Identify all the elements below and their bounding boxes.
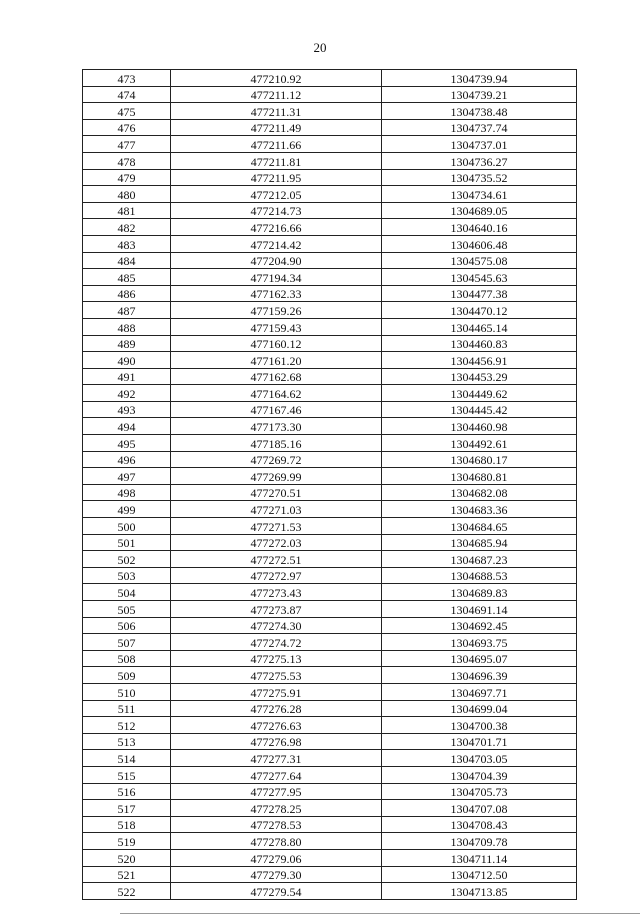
- x-coordinate-cell: 477276.63: [171, 717, 382, 734]
- y-coordinate-cell: 1304734.61: [382, 186, 577, 203]
- point-number-cell: 507: [83, 634, 171, 651]
- table-row: [83, 584, 577, 601]
- table-row: [83, 103, 577, 120]
- y-coordinate-cell: 1304697.71: [382, 683, 577, 700]
- y-coordinate-cell: 1304682.08: [382, 484, 577, 501]
- x-coordinate-cell: 477275.91: [171, 683, 382, 700]
- table-row: [83, 202, 577, 219]
- y-coordinate-cell: 1304695.07: [382, 650, 577, 667]
- point-number-cell: 475: [83, 103, 171, 120]
- table-row: [83, 119, 577, 136]
- y-coordinate-cell: 1304640.16: [382, 219, 577, 236]
- y-coordinate-cell: 1304705.73: [382, 783, 577, 800]
- point-number-cell: 503: [83, 567, 171, 584]
- table-row: [83, 551, 577, 568]
- table-row: [83, 518, 577, 535]
- y-coordinate-cell: 1304688.53: [382, 567, 577, 584]
- table-row: [83, 501, 577, 518]
- point-number-cell: 500: [83, 518, 171, 535]
- x-coordinate-cell: 477164.62: [171, 385, 382, 402]
- point-number-cell: 502: [83, 551, 171, 568]
- table-row: [83, 650, 577, 667]
- y-coordinate-cell: 1304606.48: [382, 235, 577, 252]
- x-coordinate-cell: 477211.12: [171, 86, 382, 103]
- y-coordinate-cell: 1304445.42: [382, 401, 577, 418]
- table-row: [83, 816, 577, 833]
- x-coordinate-cell: 477278.25: [171, 800, 382, 817]
- x-coordinate-cell: 477273.43: [171, 584, 382, 601]
- table-row: [83, 849, 577, 866]
- point-number-cell: 512: [83, 717, 171, 734]
- x-coordinate-cell: 477211.95: [171, 169, 382, 186]
- x-coordinate-cell: 477272.51: [171, 551, 382, 568]
- point-number-cell: 522: [83, 883, 171, 900]
- y-coordinate-cell: 1304689.83: [382, 584, 577, 601]
- y-coordinate-cell: 1304684.65: [382, 518, 577, 535]
- point-number-cell: 489: [83, 335, 171, 352]
- table-row: [83, 252, 577, 269]
- x-coordinate-cell: 477275.13: [171, 650, 382, 667]
- y-coordinate-cell: 1304545.63: [382, 269, 577, 286]
- table-row: [83, 717, 577, 734]
- point-number-cell: 504: [83, 584, 171, 601]
- point-number-cell: 474: [83, 86, 171, 103]
- y-coordinate-cell: 1304737.01: [382, 136, 577, 153]
- table-row: [83, 302, 577, 319]
- x-coordinate-cell: 477211.81: [171, 152, 382, 169]
- point-number-cell: 518: [83, 816, 171, 833]
- point-number-cell: 511: [83, 700, 171, 717]
- x-coordinate-cell: 477162.33: [171, 285, 382, 302]
- x-coordinate-cell: 477271.53: [171, 518, 382, 535]
- table-row: [83, 484, 577, 501]
- point-number-cell: 490: [83, 352, 171, 369]
- table-row: [83, 352, 577, 369]
- table-row: [83, 235, 577, 252]
- y-coordinate-cell: 1304465.14: [382, 318, 577, 335]
- y-coordinate-cell: 1304453.29: [382, 368, 577, 385]
- point-number-cell: 499: [83, 501, 171, 518]
- x-coordinate-cell: 477211.66: [171, 136, 382, 153]
- x-coordinate-cell: 477274.72: [171, 634, 382, 651]
- table-row: [83, 385, 577, 402]
- point-number-cell: 484: [83, 252, 171, 269]
- x-coordinate-cell: 477212.05: [171, 186, 382, 203]
- table-row: [83, 169, 577, 186]
- x-coordinate-cell: 477269.72: [171, 451, 382, 468]
- y-coordinate-cell: 1304736.27: [382, 152, 577, 169]
- point-number-cell: 520: [83, 849, 171, 866]
- table-row: [83, 601, 577, 618]
- table-row: [83, 567, 577, 584]
- x-coordinate-cell: 477276.98: [171, 733, 382, 750]
- x-coordinate-cell: 477277.95: [171, 783, 382, 800]
- y-coordinate-cell: 1304696.39: [382, 667, 577, 684]
- y-coordinate-cell: 1304477.38: [382, 285, 577, 302]
- point-number-cell: 515: [83, 766, 171, 783]
- y-coordinate-cell: 1304492.61: [382, 435, 577, 452]
- y-coordinate-cell: 1304691.14: [382, 601, 577, 618]
- y-coordinate-cell: 1304707.08: [382, 800, 577, 817]
- x-coordinate-cell: 477185.16: [171, 435, 382, 452]
- table-row: [83, 86, 577, 103]
- y-coordinate-cell: 1304708.43: [382, 816, 577, 833]
- point-number-cell: 493: [83, 401, 171, 418]
- page-number: 20: [313, 40, 327, 55]
- table-row: [83, 186, 577, 203]
- table-row: [83, 368, 577, 385]
- point-number-cell: 514: [83, 750, 171, 767]
- x-coordinate-cell: 477214.73: [171, 202, 382, 219]
- x-coordinate-cell: 477204.90: [171, 252, 382, 269]
- y-coordinate-cell: 1304735.52: [382, 169, 577, 186]
- point-number-cell: 496: [83, 451, 171, 468]
- x-coordinate-cell: 477211.49: [171, 119, 382, 136]
- x-coordinate-cell: 477274.30: [171, 617, 382, 634]
- table-row: [83, 219, 577, 236]
- x-coordinate-cell: 477161.20: [171, 352, 382, 369]
- point-number-cell: 513: [83, 733, 171, 750]
- point-number-cell: 488: [83, 318, 171, 335]
- x-coordinate-cell: 477276.28: [171, 700, 382, 717]
- point-number-cell: 483: [83, 235, 171, 252]
- y-coordinate-cell: 1304460.83: [382, 335, 577, 352]
- y-coordinate-cell: 1304680.81: [382, 468, 577, 485]
- x-coordinate-cell: 477277.64: [171, 766, 382, 783]
- table-row: [83, 883, 577, 900]
- x-coordinate-cell: 477159.43: [171, 318, 382, 335]
- point-number-cell: 519: [83, 833, 171, 850]
- point-number-cell: 509: [83, 667, 171, 684]
- point-number-cell: 516: [83, 783, 171, 800]
- x-coordinate-cell: 477211.31: [171, 103, 382, 120]
- y-coordinate-cell: 1304689.05: [382, 202, 577, 219]
- table-row: [83, 136, 577, 153]
- x-coordinate-cell: 477279.06: [171, 849, 382, 866]
- y-coordinate-cell: 1304456.91: [382, 352, 577, 369]
- point-number-cell: 476: [83, 119, 171, 136]
- table-row: [83, 700, 577, 717]
- y-coordinate-cell: 1304701.71: [382, 733, 577, 750]
- x-coordinate-cell: 477173.30: [171, 418, 382, 435]
- y-coordinate-cell: 1304709.78: [382, 833, 577, 850]
- y-coordinate-cell: 1304699.04: [382, 700, 577, 717]
- y-coordinate-cell: 1304739.21: [382, 86, 577, 103]
- point-number-cell: 486: [83, 285, 171, 302]
- y-coordinate-cell: 1304739.94: [382, 70, 577, 87]
- table-row: [83, 335, 577, 352]
- x-coordinate-cell: 477279.54: [171, 883, 382, 900]
- point-number-cell: 501: [83, 534, 171, 551]
- point-number-cell: 510: [83, 683, 171, 700]
- y-coordinate-cell: 1304712.50: [382, 866, 577, 883]
- table-row: [83, 468, 577, 485]
- x-coordinate-cell: 477216.66: [171, 219, 382, 236]
- table-row: [83, 683, 577, 700]
- point-number-cell: 494: [83, 418, 171, 435]
- y-coordinate-cell: 1304449.62: [382, 385, 577, 402]
- x-coordinate-cell: 477275.53: [171, 667, 382, 684]
- table-row: [83, 70, 577, 87]
- y-coordinate-cell: 1304704.39: [382, 766, 577, 783]
- x-coordinate-cell: 477162.68: [171, 368, 382, 385]
- table-row: [83, 866, 577, 883]
- point-number-cell: 480: [83, 186, 171, 203]
- y-coordinate-cell: 1304470.12: [382, 302, 577, 319]
- x-coordinate-cell: 477277.31: [171, 750, 382, 767]
- y-coordinate-cell: 1304460.98: [382, 418, 577, 435]
- bottom-rule: [120, 913, 640, 914]
- x-coordinate-cell: 477273.87: [171, 601, 382, 618]
- x-coordinate-cell: 477272.97: [171, 567, 382, 584]
- x-coordinate-cell: 477160.12: [171, 335, 382, 352]
- y-coordinate-cell: 1304692.45: [382, 617, 577, 634]
- y-coordinate-cell: 1304713.85: [382, 883, 577, 900]
- point-number-cell: 521: [83, 866, 171, 883]
- x-coordinate-cell: 477278.53: [171, 816, 382, 833]
- point-number-cell: 505: [83, 601, 171, 618]
- point-number-cell: 498: [83, 484, 171, 501]
- y-coordinate-cell: 1304703.05: [382, 750, 577, 767]
- table-row: [83, 435, 577, 452]
- coordinates-table-body: [83, 70, 577, 900]
- table-row: [83, 667, 577, 684]
- x-coordinate-cell: 477210.92: [171, 70, 382, 87]
- table-row: [83, 617, 577, 634]
- y-coordinate-cell: 1304700.38: [382, 717, 577, 734]
- point-number-cell: 491: [83, 368, 171, 385]
- point-number-cell: 517: [83, 800, 171, 817]
- table-row: [83, 534, 577, 551]
- table-row: [83, 451, 577, 468]
- y-coordinate-cell: 1304575.08: [382, 252, 577, 269]
- x-coordinate-cell: 477167.46: [171, 401, 382, 418]
- point-number-cell: 478: [83, 152, 171, 169]
- x-coordinate-cell: 477159.26: [171, 302, 382, 319]
- point-number-cell: 487: [83, 302, 171, 319]
- y-coordinate-cell: 1304680.17: [382, 451, 577, 468]
- point-number-cell: 481: [83, 202, 171, 219]
- point-number-cell: 492: [83, 385, 171, 402]
- table-row: [83, 269, 577, 286]
- y-coordinate-cell: 1304683.36: [382, 501, 577, 518]
- table-row: [83, 418, 577, 435]
- x-coordinate-cell: 477279.30: [171, 866, 382, 883]
- table-row: [83, 750, 577, 767]
- x-coordinate-cell: 477278.80: [171, 833, 382, 850]
- table-row: [83, 800, 577, 817]
- x-coordinate-cell: 477194.34: [171, 269, 382, 286]
- table-row: [83, 783, 577, 800]
- x-coordinate-cell: 477272.03: [171, 534, 382, 551]
- coordinates-table: [82, 69, 577, 900]
- y-coordinate-cell: 1304711.14: [382, 849, 577, 866]
- table-row: [83, 318, 577, 335]
- x-coordinate-cell: 477214.42: [171, 235, 382, 252]
- y-coordinate-cell: 1304693.75: [382, 634, 577, 651]
- table-row: [83, 833, 577, 850]
- point-number-cell: 473: [83, 70, 171, 87]
- point-number-cell: 495: [83, 435, 171, 452]
- point-number-cell: 482: [83, 219, 171, 236]
- y-coordinate-cell: 1304687.23: [382, 551, 577, 568]
- table-row: [83, 285, 577, 302]
- y-coordinate-cell: 1304685.94: [382, 534, 577, 551]
- point-number-cell: 508: [83, 650, 171, 667]
- y-coordinate-cell: 1304737.74: [382, 119, 577, 136]
- x-coordinate-cell: 477269.99: [171, 468, 382, 485]
- point-number-cell: 506: [83, 617, 171, 634]
- table-row: [83, 634, 577, 651]
- point-number-cell: 485: [83, 269, 171, 286]
- y-coordinate-cell: 1304738.48: [382, 103, 577, 120]
- table-row: [83, 152, 577, 169]
- table-row: [83, 401, 577, 418]
- table-row: [83, 766, 577, 783]
- point-number-cell: 477: [83, 136, 171, 153]
- point-number-cell: 497: [83, 468, 171, 485]
- point-number-cell: 479: [83, 169, 171, 186]
- table-row: [83, 733, 577, 750]
- x-coordinate-cell: 477271.03: [171, 501, 382, 518]
- x-coordinate-cell: 477270.51: [171, 484, 382, 501]
